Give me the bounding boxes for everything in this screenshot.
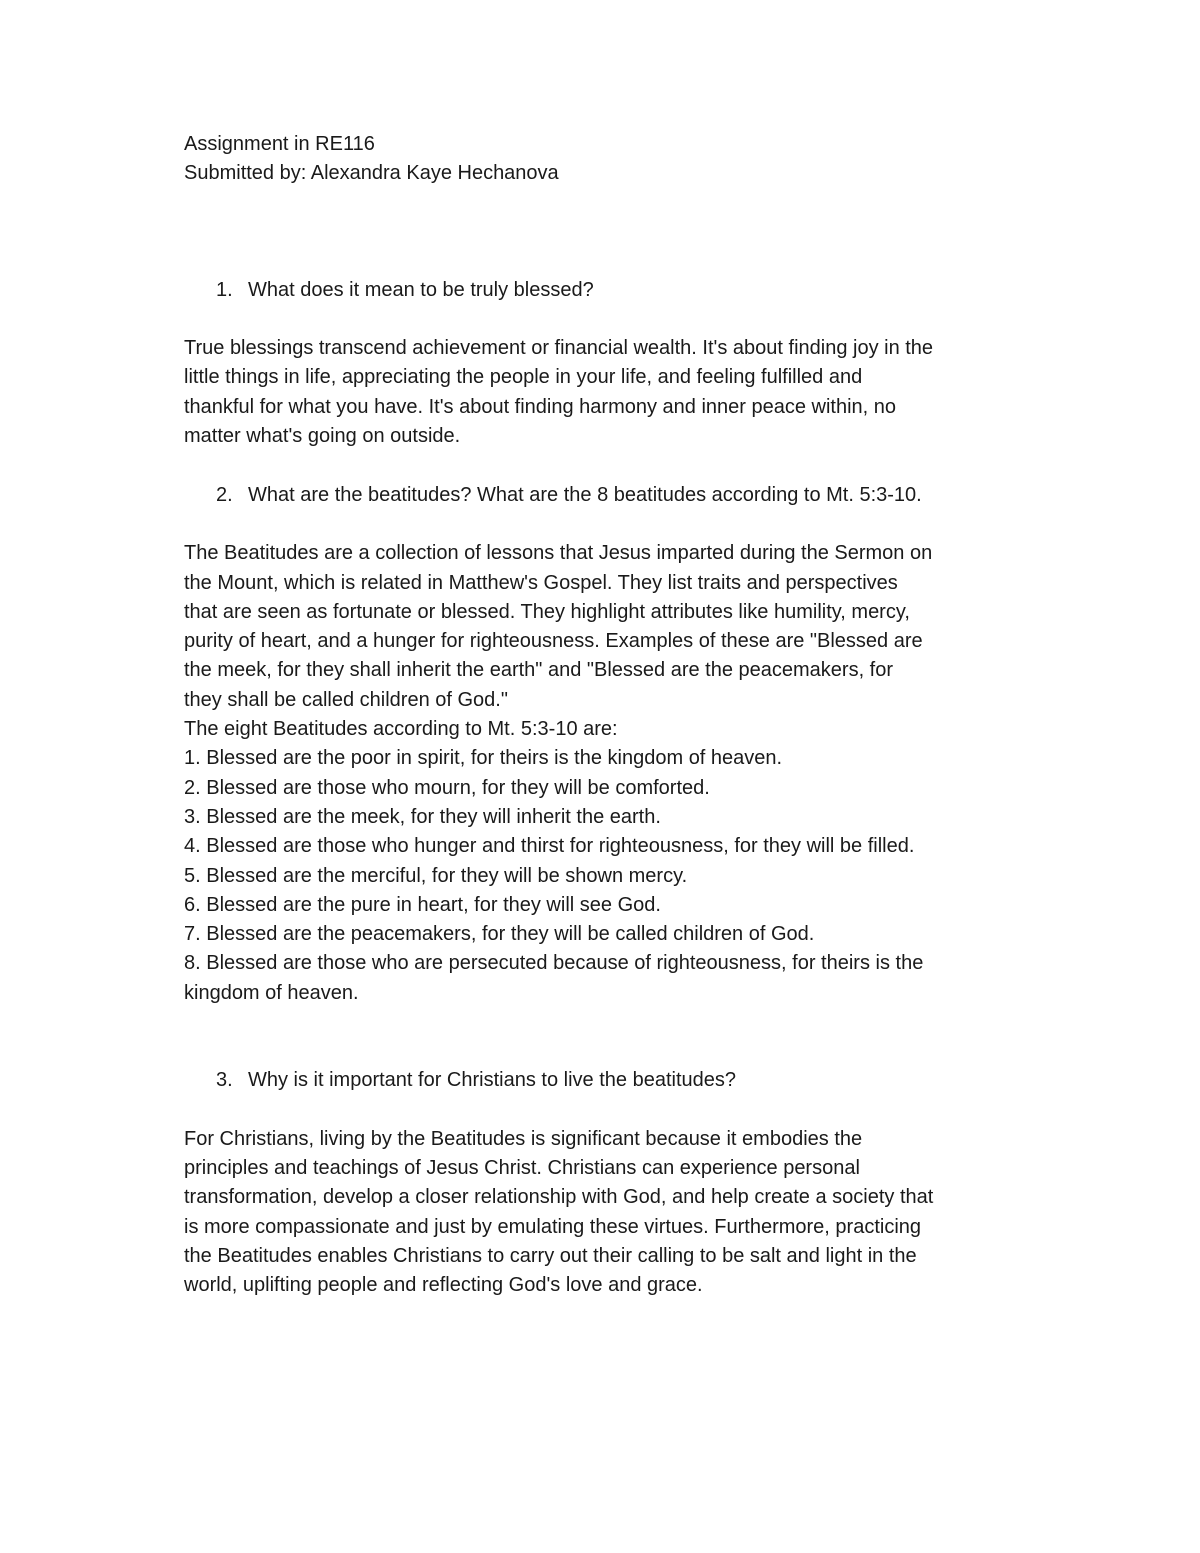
- answer-line: that are seen as fortunate or blessed. They highlight attributes like humility, mercy,: [184, 600, 910, 623]
- question-number: 1.: [216, 278, 233, 301]
- beatitudes-intro: The eight Beatitudes according to Mt. 5:3-10 are:: [184, 718, 618, 741]
- answer-line: little things in life, appreciating the people in your life, and feeling fulfilled and: [184, 366, 863, 389]
- question-1-block: [184, 276, 1044, 452]
- beatitude-item: 8. Blessed are those who are persecuted because of righteousness, for theirs is the: [184, 952, 924, 975]
- question-1: [184, 276, 1044, 305]
- question-number: 3.: [216, 1069, 233, 1092]
- beatitude-item: 3. Blessed are the meek, for they will inherit the earth.: [184, 805, 661, 828]
- answer-line: For Christians, living by the Beatitudes is significant because it embodies the: [184, 1127, 863, 1150]
- answer-line: the Beatitudes enables Christians to carry out their calling to be salt and light in the: [184, 1244, 917, 1267]
- answer-line: thankful for what you have. It's about finding harmony and inner peace within, no: [184, 395, 897, 418]
- question-2: [184, 481, 1044, 510]
- answer-line: the meek, for they shall inherit the earth" and "Blessed are the peacemakers, for: [184, 659, 894, 682]
- beatitude-item: 1. Blessed are the poor in spirit, for theirs is the kingdom of heaven.: [184, 747, 783, 770]
- question-text: Why is it important for Christians to live the beatitudes?: [248, 1069, 736, 1092]
- submitted-by: Submitted by: Alexandra Kaye Hechanova: [184, 162, 559, 185]
- beatitude-item: 5. Blessed are the merciful, for they will be shown mercy.: [184, 864, 688, 887]
- assignment-title: Assignment in RE116: [184, 133, 375, 155]
- answer-line: matter what's going on outside.: [184, 425, 461, 448]
- question-3-block: [184, 1066, 1044, 1300]
- answer-line: purity of heart, and a hunger for righteousness. Examples of these are "Blessed are: [184, 630, 923, 653]
- beatitude-item: kingdom of heaven.: [184, 981, 359, 1004]
- question-3: [184, 1066, 1044, 1095]
- answer-line: they shall be called children of God.": [184, 688, 508, 711]
- beatitude-item: 2. Blessed are those who mourn, for they will be comforted.: [184, 776, 710, 799]
- answer-line: transformation, develop a closer relationship with God, and help create a society that: [184, 1186, 934, 1209]
- document-body: [184, 130, 1044, 1300]
- answer-line: principles and teachings of Jesus Christ. Christians can experience personal: [184, 1156, 860, 1179]
- answer-line: The Beatitudes are a collection of lessons that Jesus imparted during the Sermon on: [184, 542, 933, 565]
- beatitude-item: 4. Blessed are those who hunger and thirst for righteousness, for they will be filled.: [184, 835, 915, 858]
- beatitude-item: 6. Blessed are the pure in heart, for they will see God.: [184, 893, 661, 916]
- answer-line: world, uplifting people and reflecting God's love and grace.: [184, 1274, 703, 1297]
- answer-line: the Mount, which is related in Matthew's Gospel. They list traits and perspectives: [184, 571, 898, 594]
- question-2-block: [184, 481, 1044, 1008]
- answer-line: True blessings transcend achievement or financial wealth. It's about finding joy in the: [184, 337, 934, 360]
- question-text: What are the beatitudes? What are the 8 beatitudes according to Mt. 5:3-10.: [248, 483, 922, 506]
- answer-line: is more compassionate and just by emulating these virtues. Furthermore, practicing: [184, 1215, 922, 1238]
- question-text: What does it mean to be truly blessed?: [248, 278, 594, 301]
- question-number: 2.: [216, 483, 233, 506]
- beatitude-item: 7. Blessed are the peacemakers, for they will be called children of God.: [184, 923, 815, 946]
